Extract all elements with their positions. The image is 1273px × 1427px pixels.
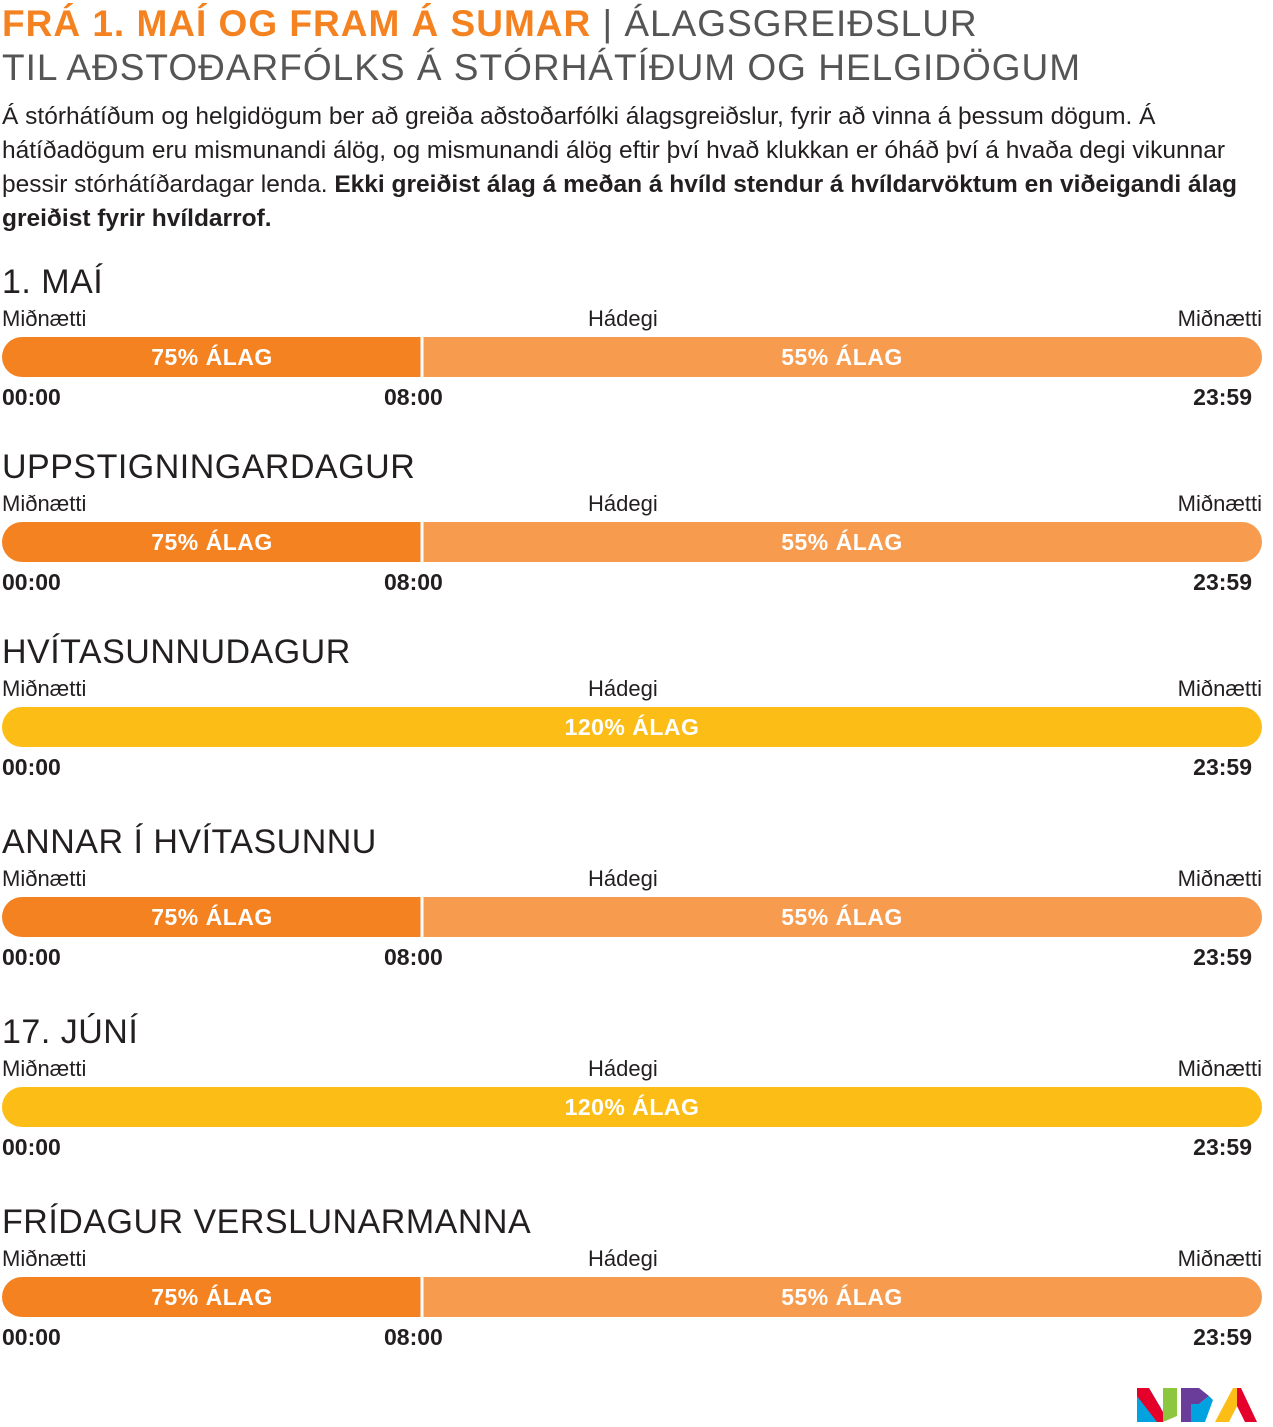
midnight-label-right: Miðnætti — [1177, 676, 1262, 701]
holiday-section — [2, 1012, 1262, 1182]
midnight-label-left: Miðnætti — [2, 491, 87, 516]
midnight-label-right: Miðnætti — [1177, 491, 1262, 516]
time-bar — [2, 1087, 1262, 1127]
page-title — [2, 2, 1267, 46]
title-rest: ÁLAGSGREIÐSLUR — [624, 3, 978, 44]
noon-label: Hádegi — [588, 676, 658, 701]
holiday-section — [2, 822, 1262, 992]
time-end: 23:59 — [1193, 1324, 1252, 1350]
segment-label: 75% ÁLAG — [151, 344, 273, 370]
segment-label: 55% ÁLAG — [781, 904, 903, 930]
segment-label: 55% ÁLAG — [781, 1284, 903, 1310]
time-end: 23:59 — [1193, 944, 1252, 970]
segment-divider — [421, 337, 424, 377]
time-bar — [2, 1277, 1262, 1317]
noon-label: Hádegi — [588, 1246, 658, 1271]
time-start: 00:00 — [2, 1324, 61, 1350]
time-start: 00:00 — [2, 384, 61, 410]
section-title: 17. JÚNÍ — [2, 1013, 139, 1051]
midnight-label-right: Miðnætti — [1177, 1056, 1262, 1081]
holiday-section — [2, 447, 1262, 617]
section-title: HVÍTASUNNUDAGUR — [2, 633, 351, 671]
time-start: 00:00 — [2, 944, 61, 970]
midnight-label-right: Miðnætti — [1177, 306, 1262, 331]
title-accent: FRÁ 1. MAÍ OG FRAM Á SUMAR — [2, 3, 592, 44]
section-title: FRÍDAGUR VERSLUNARMANNA — [2, 1203, 532, 1241]
time-split: 08:00 — [384, 1324, 443, 1350]
midnight-label-left: Miðnætti — [2, 866, 87, 891]
holiday-section — [2, 1202, 1262, 1372]
segment-label: 120% ÁLAG — [564, 714, 700, 740]
time-split: 08:00 — [384, 384, 443, 410]
time-bar — [2, 897, 1262, 937]
segment-label: 120% ÁLAG — [564, 1094, 700, 1120]
section-title: ANNAR Í HVÍTASUNNU — [2, 823, 377, 861]
time-end: 23:59 — [1193, 384, 1252, 410]
time-bar — [2, 337, 1262, 377]
time-split: 08:00 — [384, 569, 443, 595]
noon-label: Hádegi — [588, 866, 658, 891]
intro-text: Á stórhátíðum og helgidögum ber að greiða aðstoðarfólki álagsgreiðslur, fyrir að vinna á þessum dögum. Á hátíðadögum eru mismunandi álög, og mismunandi álög eftir því hvað klukkan er óháð því á hvaða degi vikunnar þessir stórhátíðardagar lenda. — [2, 103, 1226, 198]
section-title: 1. MAÍ — [2, 263, 104, 301]
time-end: 23:59 — [1193, 1134, 1252, 1160]
time-bar — [2, 522, 1262, 562]
intro-bold-text: Ekki greiðist álag á meðan á hvíld stendur á hvíldarvöktum en viðeigandi álag greiðist fyrir hvíldarrof. — [2, 171, 1237, 232]
npa-logo-icon — [1137, 1386, 1257, 1422]
time-end: 23:59 — [1193, 569, 1252, 595]
title-separator: | — [591, 3, 625, 44]
midnight-label-left: Miðnætti — [2, 1056, 87, 1081]
midnight-label-right: Miðnætti — [1177, 866, 1262, 891]
time-split: 08:00 — [384, 944, 443, 970]
midnight-label-left: Miðnætti — [2, 676, 87, 701]
noon-label: Hádegi — [588, 491, 658, 516]
holiday-section — [2, 262, 1262, 432]
time-bar — [2, 707, 1262, 747]
time-start: 00:00 — [2, 1134, 61, 1160]
segment-label: 75% ÁLAG — [151, 529, 273, 555]
segment-label: 75% ÁLAG — [151, 1284, 273, 1310]
midnight-label-left: Miðnætti — [2, 1246, 87, 1271]
noon-label: Hádegi — [588, 306, 658, 331]
page-subtitle: TIL AÐSTOÐARFÓLKS Á STÓRHÁTÍÐUM OG HELGIDÖGUM — [2, 47, 1082, 88]
midnight-label-right: Miðnætti — [1177, 1246, 1262, 1271]
header — [2, 2, 1267, 236]
segment-label: 75% ÁLAG — [151, 904, 273, 930]
segment-label: 55% ÁLAG — [781, 344, 903, 370]
intro-paragraph — [2, 100, 1267, 236]
holiday-section — [2, 632, 1262, 802]
segment-label: 55% ÁLAG — [781, 529, 903, 555]
time-end: 23:59 — [1193, 754, 1252, 780]
time-start: 00:00 — [2, 569, 61, 595]
segment-divider — [421, 522, 424, 562]
segment-divider — [421, 897, 424, 937]
time-start: 00:00 — [2, 754, 61, 780]
noon-label: Hádegi — [588, 1056, 658, 1081]
midnight-label-left: Miðnætti — [2, 306, 87, 331]
segment-divider — [421, 1277, 424, 1317]
section-title: UPPSTIGNINGARDAGUR — [2, 448, 416, 486]
